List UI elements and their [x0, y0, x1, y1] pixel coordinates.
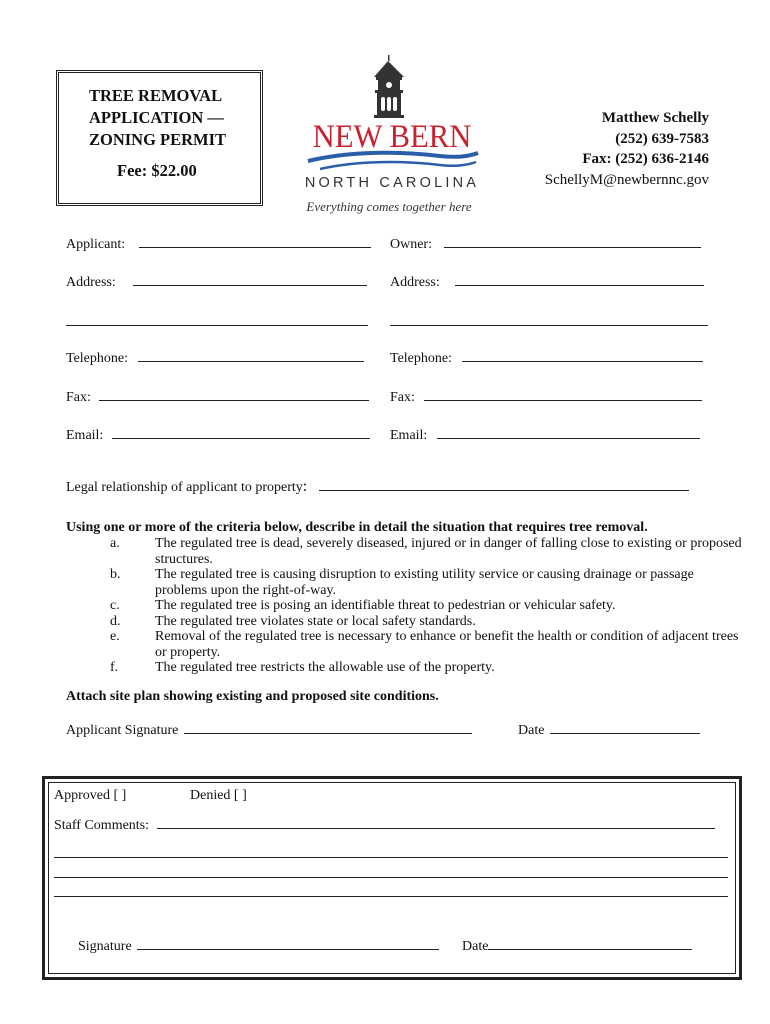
applicant-row	[66, 234, 371, 253]
applicant-signature-field[interactable]	[184, 720, 472, 734]
criteria-heading: Using one or more of the criteria below, describe in detail the situation that requires tree removal.	[66, 520, 648, 535]
criteria-letter: f.	[110, 660, 119, 675]
staff-signature-row	[78, 936, 439, 955]
contact-info	[545, 108, 709, 190]
applicant-name-field[interactable]	[139, 234, 371, 248]
attach-site-plan-note: Attach site plan showing existing and proposed site conditions.	[66, 689, 439, 704]
owner-email-row	[390, 425, 700, 444]
owner-address-field[interactable]	[455, 272, 704, 286]
criteria-item	[66, 629, 746, 660]
form-title	[89, 85, 226, 151]
staff-date-label: Date	[462, 939, 489, 954]
staff-comments-label: Staff Comments:	[54, 818, 150, 833]
criteria-text: The regulated tree is dead, severely diseased, injured or in danger of falling close to existing or proposed structures.	[155, 536, 742, 567]
criteria-item	[66, 660, 746, 676]
denied-checkbox[interactable]: Denied [ ]	[190, 788, 247, 803]
owner-fax-field[interactable]	[424, 387, 702, 401]
criteria-letter: c.	[110, 598, 120, 613]
applicant-signature-row	[66, 720, 472, 739]
staff-comments-field[interactable]	[157, 815, 715, 829]
applicant-date-label: Date	[518, 723, 545, 738]
owner-address-field-2[interactable]	[390, 312, 708, 326]
criteria-letter: a.	[110, 536, 120, 551]
criteria-text: The regulated tree is posing an identifiable threat to pedestrian or vehicular safety.	[155, 598, 616, 613]
owner-email-label: Email:	[390, 428, 428, 443]
title-line-2: APPLICATION —	[89, 108, 224, 127]
applicant-date-field[interactable]	[550, 720, 700, 734]
approved-checkbox[interactable]: Approved [ ]	[54, 788, 127, 803]
criteria-text: The regulated tree is causing disruption to existing utility service or causing drainage or passage problems upon the right-of-way.	[155, 567, 694, 598]
staff-date-row	[462, 936, 692, 955]
legal-relationship-field[interactable]	[319, 477, 689, 491]
criteria-text: The regulated tree violates state or local safety standards.	[155, 613, 476, 629]
owner-fax-row	[390, 387, 702, 406]
owner-telephone-row	[390, 348, 703, 367]
applicant-address-line-2	[66, 312, 368, 331]
staff-comments-line-3[interactable]	[54, 877, 728, 878]
applicant-email-field[interactable]	[112, 425, 370, 439]
applicant-fax-label: Fax:	[66, 390, 91, 405]
applicant-address-field-2[interactable]	[66, 312, 368, 326]
applicant-telephone-field[interactable]	[138, 348, 364, 362]
logo-city-name: NEW BERN	[312, 118, 472, 155]
criteria-letter: b.	[110, 567, 121, 582]
criteria-letter: d.	[110, 613, 121, 629]
fee: Fee: $22.00	[117, 161, 197, 180]
applicant-email-label: Email:	[66, 428, 104, 443]
owner-address-label: Address:	[390, 275, 440, 290]
applicant-address-field[interactable]	[133, 272, 367, 286]
title-line-3: ZONING PERMIT	[89, 130, 227, 149]
staff-signature-field[interactable]	[137, 936, 439, 950]
criteria-list	[66, 536, 746, 676]
applicant-fax-field[interactable]	[99, 387, 369, 401]
new-bern-logo	[290, 55, 495, 220]
contact-fax: Fax: (252) 636-2146	[582, 151, 709, 167]
title-line-1: TREE REMOVAL	[89, 86, 223, 105]
criteria-letter: e.	[110, 629, 120, 644]
owner-telephone-label: Telephone:	[390, 351, 452, 366]
owner-address-line-2	[390, 312, 708, 331]
staff-date-field[interactable]	[488, 936, 692, 950]
staff-comments-line-4[interactable]	[54, 896, 728, 897]
applicant-signature-label: Applicant Signature	[66, 723, 179, 738]
city-hall-tower-icon	[290, 55, 495, 220]
contact-phone: (252) 639-7583	[615, 130, 709, 147]
logo-tagline: Everything comes together here	[306, 199, 472, 214]
criteria-text: Removal of the regulated tree is necessary to enhance or benefit the health or condition of adjacent trees or property.	[155, 629, 739, 660]
logo-state-name: NORTH CAROLINA	[304, 175, 480, 191]
staff-signature-label: Signature	[78, 939, 132, 954]
criteria-item	[66, 536, 746, 567]
owner-label: Owner:	[390, 237, 432, 252]
applicant-telephone-row	[66, 348, 364, 367]
applicant-fax-row	[66, 387, 369, 406]
owner-address-row	[390, 272, 704, 291]
applicant-telephone-label: Telephone:	[66, 351, 128, 366]
office-use-box	[42, 776, 742, 980]
criteria-item	[66, 598, 746, 614]
owner-email-field[interactable]	[437, 425, 700, 439]
contact-email: SchellyM@newbernnc.gov	[544, 171, 709, 188]
criteria-item	[66, 567, 746, 598]
applicant-address-label: Address:	[66, 275, 116, 290]
criteria-section	[66, 520, 746, 676]
contact-name: Matthew Schelly	[601, 110, 709, 126]
criteria-text: The regulated tree restricts the allowable use of the property.	[155, 660, 495, 675]
owner-fax-label: Fax:	[390, 390, 415, 405]
applicant-address-row	[66, 272, 367, 291]
legal-relationship-colon: :	[302, 478, 308, 495]
legal-relationship-label: Legal relationship of applicant to property	[66, 480, 303, 495]
staff-comments-row	[54, 815, 715, 834]
applicant-email-row	[66, 425, 370, 444]
title-box	[56, 70, 263, 206]
staff-comments-line-2[interactable]	[54, 857, 728, 858]
applicant-date-row	[518, 720, 700, 739]
owner-telephone-field[interactable]	[462, 348, 703, 362]
legal-relationship-row	[66, 477, 689, 496]
criteria-item	[66, 614, 746, 630]
owner-row	[390, 234, 701, 253]
owner-name-field[interactable]	[444, 234, 701, 248]
applicant-label: Applicant:	[66, 237, 126, 252]
